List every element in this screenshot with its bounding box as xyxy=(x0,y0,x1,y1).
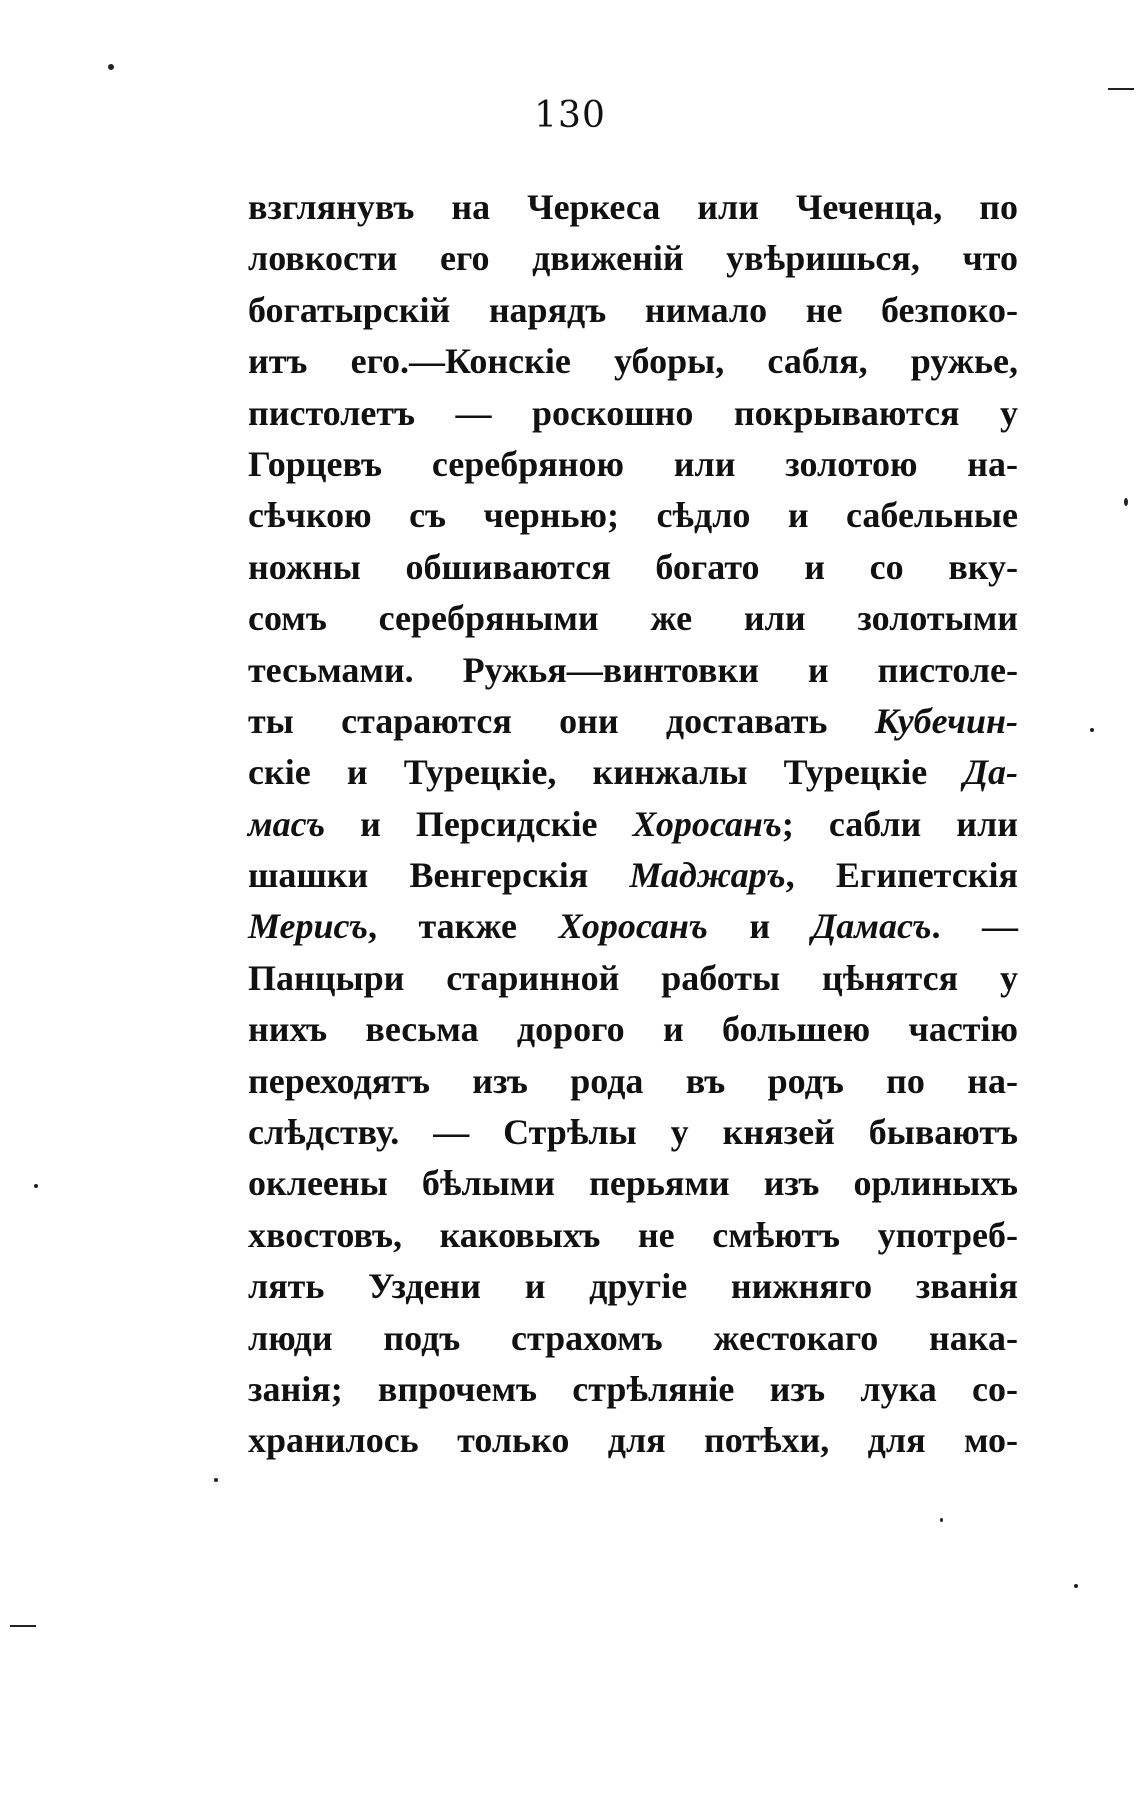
text-segment: и xyxy=(707,906,812,947)
scan-speck xyxy=(34,1184,38,1188)
italic-text-segment: Хоросанъ xyxy=(558,906,708,947)
italic-text-segment: Кубечин- xyxy=(874,700,1018,741)
scan-speck xyxy=(1090,728,1094,732)
scan-mark xyxy=(10,1625,36,1627)
text-segment: слѣдству. — Стрѣлы у князей бываютъ xyxy=(248,1112,1018,1153)
text-segment: ; сабли или xyxy=(781,803,1018,844)
text-segment: , также xyxy=(367,906,559,947)
scan-mark xyxy=(1108,88,1134,90)
text-segment: , Египетскія xyxy=(785,855,1018,896)
text-line xyxy=(248,850,1018,901)
italic-text-segment: Маджаръ xyxy=(629,855,786,896)
text-segment: ты стараются они доставать xyxy=(248,700,875,741)
text-segment: итъ его.—Конскіе уборы, сабля, ружье, xyxy=(248,341,1018,382)
text-line xyxy=(248,953,1018,1004)
text-line xyxy=(248,747,1018,798)
text-line xyxy=(248,799,1018,850)
text-segment: нихъ весьма дорого и большею частію xyxy=(248,1009,1018,1050)
text-segment: скіе и Турецкіе, кинжалы Турецкіе xyxy=(248,752,964,793)
text-line xyxy=(248,593,1018,644)
text-segment: лять Уздени и другіе нижняго званія xyxy=(248,1266,1018,1307)
text-segment: богатырскій нарядъ нимало не безпоко- xyxy=(248,289,1018,330)
text-segment: пистолетъ — роскошно покрываются у xyxy=(248,392,1018,433)
text-segment: . — xyxy=(931,906,1018,947)
text-segment: взглянувъ на Черкеса или Чеченца, по xyxy=(248,187,1018,227)
text-segment: Панцыри старинной работы цѣнятся у xyxy=(248,957,1018,998)
text-segment: занія; впрочемъ стрѣляніе изъ лука со- xyxy=(248,1368,1018,1409)
scan-speck xyxy=(108,64,114,70)
italic-text-segment: Дамасъ xyxy=(811,906,932,947)
text-line xyxy=(248,542,1018,593)
text-segment: и Персидскіе xyxy=(325,803,633,844)
text-segment: хвостовъ, каковыхъ не смѣютъ употреб- xyxy=(248,1214,1018,1255)
scan-speck xyxy=(214,1478,218,1482)
text-line xyxy=(248,1364,1018,1415)
text-line xyxy=(248,1313,1018,1364)
text-line xyxy=(248,182,1018,233)
text-line xyxy=(248,1056,1018,1107)
text-segment: сомъ серебряными же или золотыми xyxy=(248,598,1018,639)
text-line xyxy=(248,233,1018,284)
page-number: 130 xyxy=(534,95,606,136)
text-segment: ножны обшиваются богато и со вку- xyxy=(248,546,1018,587)
text-line xyxy=(248,1261,1018,1312)
text-segment: оклеены бѣлыми перьями изъ орлиныхъ xyxy=(248,1163,1018,1204)
text-line xyxy=(248,901,1018,952)
scan-speck xyxy=(940,1518,943,1522)
text-segment: переходятъ изъ рода въ родъ по на- xyxy=(248,1060,1018,1101)
text-segment: ловкости его движеній увѣришься, что xyxy=(248,238,1018,279)
text-line xyxy=(248,1210,1018,1261)
text-line xyxy=(248,645,1018,696)
text-line xyxy=(248,1107,1018,1158)
italic-text-segment: масъ xyxy=(248,803,326,844)
italic-text-segment: Да- xyxy=(963,752,1018,793)
text-line xyxy=(248,696,1018,747)
text-line xyxy=(248,1158,1018,1209)
text-segment: люди подъ страхомъ жестокаго нака- xyxy=(248,1317,1018,1358)
text-line xyxy=(248,439,1018,490)
text-segment: хранилось только для потѣхи, для мо- xyxy=(248,1420,1018,1461)
text-segment: Горцевъ серебряною или золотою на- xyxy=(248,443,1018,484)
text-line xyxy=(248,336,1018,387)
italic-text-segment: Хоросанъ xyxy=(632,803,782,844)
text-segment: шашки Венгерскія xyxy=(248,855,630,896)
body-text xyxy=(248,182,1018,1467)
text-line xyxy=(248,1004,1018,1055)
text-line xyxy=(248,490,1018,541)
text-line xyxy=(248,285,1018,336)
italic-text-segment: Мерисъ xyxy=(248,906,368,947)
scan-speck xyxy=(1074,1584,1078,1588)
scan-speck xyxy=(1124,498,1128,506)
text-line xyxy=(248,1415,1018,1466)
text-segment: тесьмами. Ружья—винтовки и пистоле- xyxy=(248,649,1018,690)
text-line xyxy=(248,388,1018,439)
text-segment: сѣчкою съ чернью; сѣдло и сабельные xyxy=(248,495,1018,536)
